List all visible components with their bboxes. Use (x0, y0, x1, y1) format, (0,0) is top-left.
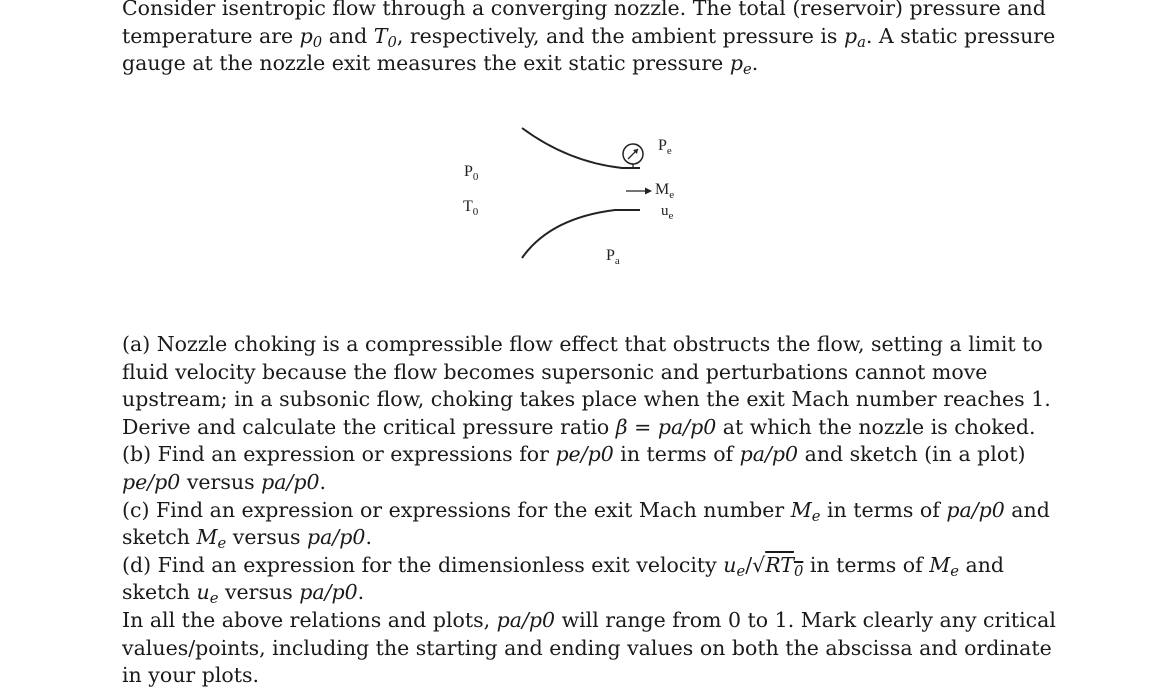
intro-text: gauge at the nozzle exit measures the exit static pressure (122, 51, 730, 76)
question-b-line-2: pe/p0 versus pa/p0. (122, 469, 327, 494)
math-ue: $u_e$ (723, 552, 746, 580)
closing-line-3: in your plots. (122, 663, 260, 688)
math-pe-p0: pe/p0 (555, 442, 614, 467)
nozzle-diagram (440, 118, 700, 278)
question-c-line-1: (c) Find an expression or expressions for the exit Mach number $M_e$ in terms of pa/p0 and (122, 497, 1050, 525)
math-Me: $M_e$ (196, 525, 227, 553)
question-a-line-1: (a) Nozzle choking is a compressible flow effect that obstructs the flow, setting a limit to (122, 332, 1043, 356)
math-pa: $p_a$ (843, 23, 866, 51)
math-pa-p0: pa/p0 (299, 580, 358, 605)
nozzle-lower-wall (522, 210, 640, 258)
closing-line-2: values/points, including the starting and ending values on both the abscissa and ordinate (122, 635, 1052, 660)
math-pe-p0: pe/p0 (122, 469, 181, 494)
question-d-line-1: (d) Find an expression for the dimensionless exit velocity $u_e/√RT_0$ in terms of $M_e$ and (122, 552, 1005, 580)
math-pa-p0: pa/p0 (307, 525, 366, 550)
intro-line-1: Consider isentropic flow through a converging nozzle. The total (reservoir) pressure and (122, 0, 1046, 20)
question-d-line-2: sketch $u_e$ versus pa/p0. (122, 580, 365, 608)
question-c-line-2: sketch $M_e$ versus pa/p0. (122, 525, 372, 553)
label-t0: $T_0$ (463, 198, 479, 218)
math-p0: $p_0$ (299, 23, 323, 51)
intro-text: , respectively, and the ambient pressure is (396, 23, 844, 48)
sqrt-icon: √ (752, 552, 766, 577)
problem-intro (122, 0, 1056, 79)
math-Me: $M_e$ (929, 552, 959, 580)
math-RT0: $RT_0$ (765, 552, 804, 580)
intro-text: . A static pressure (865, 23, 1056, 48)
problem-questions (122, 331, 1056, 690)
flow-arrow-icon (626, 188, 652, 195)
question-a-line-4: Derive and calculate the critical pressure ratio β = pa/p0 at which the nozzle is choked. (122, 414, 1036, 439)
math-pa-p0: pa/p0 (261, 469, 320, 494)
math-ue: $u_e$ (196, 580, 219, 608)
math-pa-p0: pa/p0 (657, 414, 717, 439)
intro-line-3 (122, 50, 1022, 78)
closing-line-1: In all the above relations and plots, pa/p0 will range from 0 to 1. Mark clearly any critical (122, 607, 1056, 632)
math-pa-p0: pa/p0 (496, 607, 556, 632)
math-pa-p0: pa/p0 (946, 497, 1005, 522)
math-T0: $T_0$ (373, 23, 397, 51)
label-ue: $u_e$ (661, 203, 674, 222)
question-a-line-2: fluid velocity because the flow becomes supersonic and perturbations cannot move (122, 359, 988, 384)
intro-text: and (322, 23, 374, 48)
label-pe: $P_e$ (658, 137, 672, 157)
nozzle-upper-wall (522, 128, 640, 168)
question-a-line-3: upstream; in a subsonic flow, choking takes place when the exit Mach number reaches 1. (122, 387, 1051, 412)
math-beta: β (615, 414, 628, 439)
intro-text: . (751, 51, 759, 76)
math-pe: $p_e$ (729, 51, 752, 79)
label-p0: $P_0$ (464, 163, 479, 183)
question-b-line-1: (b) Find an expression or expressions for pe/p0 in terms of pa/p0 and sketch (in a plot) (122, 442, 1026, 467)
math-Me: $M_e$ (790, 497, 821, 525)
intro-line-2 (122, 23, 1056, 51)
label-pa: $P_a$ (606, 247, 620, 267)
label-me: $M_e$ (655, 181, 675, 201)
math-pa-p0: pa/p0 (739, 442, 799, 467)
intro-text: temperature are (122, 23, 300, 48)
pressure-gauge-icon (623, 144, 643, 169)
